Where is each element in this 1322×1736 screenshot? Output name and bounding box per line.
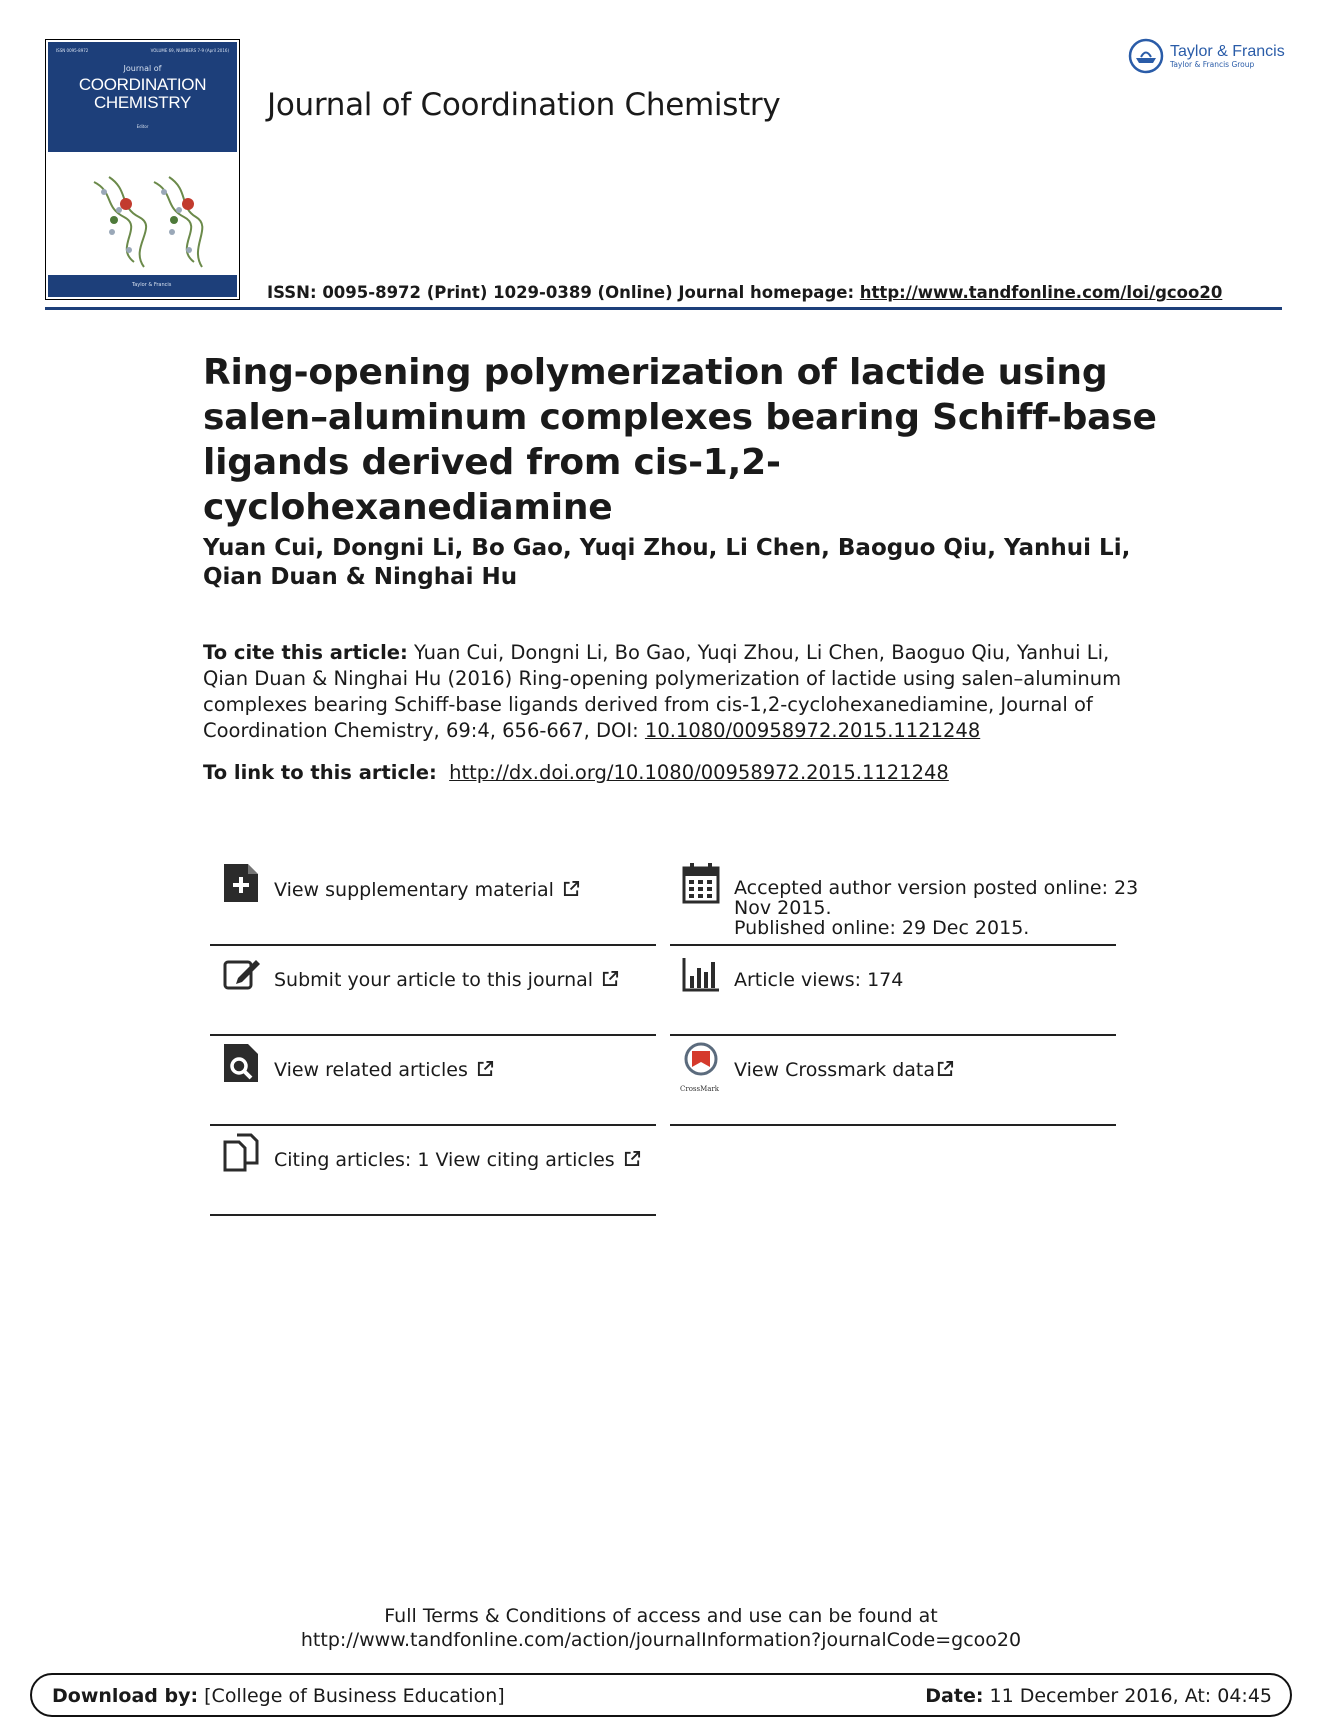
crossmark-icon: [682, 1042, 720, 1084]
related-link[interactable]: [274, 1060, 494, 1080]
supplementary-label: View supplementary material: [274, 879, 554, 901]
crossmark-item[interactable]: [670, 1036, 1116, 1126]
publication-dates: [734, 878, 1138, 938]
download-value: [College of Business Education]: [198, 1685, 505, 1707]
related-articles-item[interactable]: [210, 1036, 656, 1126]
cover-title-line2: CHEMISTRY: [93, 93, 192, 112]
date-label: Date:: [925, 1685, 984, 1707]
related-label: View related articles: [274, 1059, 468, 1081]
journal-homepage-link[interactable]: http://www.tandfonline.com/loi/gcoo20: [859, 283, 1223, 302]
link-label: To link to this article:: [203, 761, 437, 784]
cover-meta: [56, 48, 229, 53]
document-search-icon: [222, 1042, 260, 1084]
molecule-illustration: [84, 162, 204, 282]
cover-editor: Editor: [136, 124, 149, 129]
cover-title-line1: COORDINATION: [78, 75, 207, 94]
supplementary-material-item[interactable]: [210, 856, 656, 946]
publisher-logo[interactable]: [1128, 38, 1285, 74]
citing-label: Citing articles: 1 View citing articles: [274, 1149, 615, 1171]
external-link-icon: [937, 1060, 954, 1077]
accepted-line2: Nov 2015.: [734, 897, 832, 919]
article-views-item: [670, 946, 1116, 1036]
taylor-francis-icon: [1128, 38, 1164, 74]
publisher-name: Taylor & Francis: [1170, 43, 1285, 60]
publisher-group: Taylor & Francis Group: [1170, 60, 1255, 69]
cover-journal-of: Journal of: [123, 64, 162, 73]
cite-text: Yuan Cui, Dongni Li, Bo Gao, Yuqi Zhou, Li Chen, Baoguo Qiu, Yanhui Li, Qian Duan & Ninghai Hu (2016) Ring-opening polymerization of lactide using salen–aluminum complexes bearing Schiff-base ligands derived from cis-1,2-cyclohexanediamine, Journal of Coordination Chemistry, 69:4, 656-667, DOI:: [203, 641, 1122, 742]
doi-link[interactable]: 10.1080/00958972.2015.1121248: [644, 719, 981, 742]
crossmark-logo-text: CrossMark: [680, 1085, 720, 1093]
download-label: Download by:: [52, 1685, 199, 1707]
submit-label: Submit your article to this journal: [274, 969, 594, 991]
download-by: [52, 1685, 505, 1707]
download-info-bar: [30, 1673, 1292, 1717]
article-views: Article views: 174: [734, 969, 904, 991]
supplementary-link[interactable]: [274, 880, 580, 900]
citing-articles-item[interactable]: [210, 1126, 656, 1216]
article-link-line: [203, 761, 949, 784]
external-link-icon: [624, 1150, 641, 1167]
calendar-icon: [682, 862, 720, 904]
journal-cover: [45, 39, 240, 300]
copy-documents-icon: [222, 1132, 260, 1174]
date-value: 11 December 2016, At: 04:45: [983, 1685, 1272, 1707]
cite-label: To cite this article:: [203, 641, 408, 664]
cover-footer: [48, 275, 237, 297]
terms-notice: [0, 1604, 1322, 1652]
submit-link[interactable]: [274, 970, 619, 990]
cover-band: [48, 42, 237, 152]
issn-line: [267, 283, 1222, 302]
cover-publisher: Taylor & Francis: [132, 282, 172, 288]
article-title: Ring-opening polymerization of lactide using salen–aluminum complexes bearing Schiff-base ligands derived from cis-1,2-cyclohexanediamine: [203, 352, 1157, 528]
external-link-icon: [477, 1060, 494, 1077]
issn-text: ISSN: 0095-8972 (Print) 1029-0389 (Online) Journal homepage:: [267, 283, 860, 302]
header-rule: [45, 307, 1282, 310]
journal-title: Journal of Coordination Chemistry: [267, 87, 781, 123]
cover-issn: ISSN 0095-8972: [56, 48, 89, 53]
external-link-icon: [602, 970, 619, 987]
terms-line1: Full Terms & Conditions of access and use can be found at: [384, 1605, 938, 1627]
download-date: [925, 1685, 1272, 1707]
cover-title: [48, 76, 237, 112]
terms-link[interactable]: http://www.tandfonline.com/action/journalInformation?journalCode=gcoo20: [300, 1629, 1022, 1651]
edit-icon: [222, 952, 260, 994]
accepted-line1: Accepted author version posted online: 23: [734, 877, 1139, 899]
citing-link[interactable]: [274, 1150, 641, 1170]
publication-dates-item: [670, 856, 1139, 946]
bar-chart-icon: [682, 952, 720, 994]
document-plus-icon: [222, 862, 260, 904]
cover-volume: VOLUME 69, NUMBERS 7-9 (April 2016): [150, 48, 229, 53]
crossmark-link[interactable]: [734, 1060, 954, 1080]
article-permalink[interactable]: http://dx.doi.org/10.1080/00958972.2015.1121248: [449, 761, 949, 784]
article-authors: Yuan Cui, Dongni Li, Bo Gao, Yuqi Zhou, Li Chen, Baoguo Qiu, Yanhui Li, Qian Duan & Ninghai Hu: [203, 535, 1131, 590]
citation: [203, 640, 1133, 744]
crossmark-label: View Crossmark data: [734, 1059, 936, 1081]
external-link-icon: [563, 880, 580, 897]
submit-article-item[interactable]: [210, 946, 656, 1036]
published-date: Published online: 29 Dec 2015.: [734, 917, 1030, 939]
